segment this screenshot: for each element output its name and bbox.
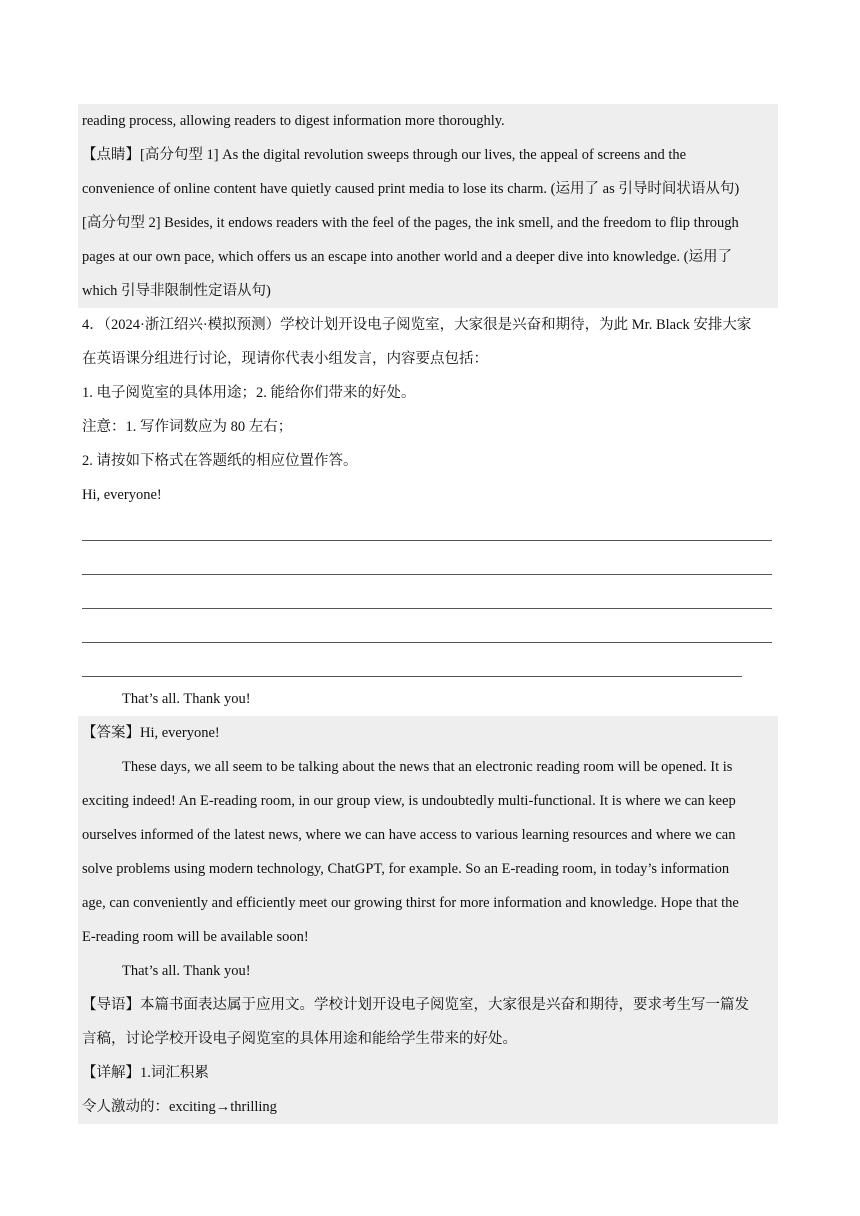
dianjing-line: convenience of online content have quietly caused print media to lose its charm. (运用了 as 引导时间状语从句): [82, 181, 740, 197]
dianjing-line: pages at our own pace, which offers us an escape into another world and a deeper dive into knowledge. (运用了: [82, 249, 733, 265]
question-line: 在英语课分组进行讨论，现请你代表小组发言，内容要点包括：: [82, 351, 488, 367]
answer-line: age, can conveniently and efficiently meet our growing thirst for more information and knowledge. Hope that the: [82, 895, 739, 911]
answer-line: E-reading room will be available soon!: [82, 929, 309, 945]
previous-answer-section: [78, 104, 778, 308]
question-note: 注意：1. 写作词数应为 80 左右；: [82, 419, 293, 435]
answer-blank-line: [78, 580, 778, 614]
daoyu-line: 【导语】本篇书面表达属于应用文。学校计划开设电子阅览室，大家很是兴奋和期待，要求考生写一篇发: [82, 997, 749, 1013]
paragraph-line: reading process, allowing readers to digest information more thoroughly.: [82, 113, 505, 129]
daoyu-line: 言稿，讨论学校开设电子阅览室的具体用途和能给学生带来的好处。: [82, 1031, 517, 1047]
dianjing-line: which 引导非限制性定语从句): [82, 283, 271, 299]
question-title: 4．（2024·浙江绍兴·模拟预测）学校计划开设电子阅览室，大家很是兴奋和期待，为此 Mr. Black 安排大家: [82, 317, 752, 333]
answer-line: These days, we all seem to be talking about the news that an electronic reading room will be opened. It is: [122, 759, 733, 775]
dianjing-line: 【点睛】[高分句型 1] As the digital revolution sweeps through our lives, the appeal of screens and the: [82, 147, 687, 163]
answer-heading: 【答案】Hi, everyone!: [82, 725, 220, 741]
answer-blank-line: [78, 512, 778, 546]
answer-line: exciting indeed! An E-reading room, in our group view, is undoubtedly multi-functional. It is where we can keep: [82, 793, 736, 809]
answer-line: solve problems using modern technology, ChatGPT, for example. So an E-reading room, in today’s information: [82, 861, 730, 877]
question-points: 1. 电子阅览室的具体用途；2. 能给你们带来的好处。: [82, 385, 416, 401]
question-section: [78, 308, 778, 716]
xiangjie-heading: 【详解】1.词汇积累: [82, 1065, 209, 1081]
question-greeting: Hi, everyone!: [82, 487, 162, 503]
vocab-item: 令人激动的：exciting→thrilling: [82, 1099, 277, 1115]
answer-blank-line: [78, 648, 778, 682]
question-closing: That’s all. Thank you!: [122, 691, 251, 707]
answer-blank-line: [78, 614, 778, 648]
answer-line: ourselves informed of the latest news, where we can have access to various learning resources and where we can: [82, 827, 736, 843]
answer-closing: That’s all. Thank you!: [122, 963, 251, 979]
answer-section: [78, 716, 778, 1124]
answer-blank-line: [78, 546, 778, 580]
dianjing-line: [高分句型 2] Besides, it endows readers with the feel of the pages, the ink smell, and the freedom to flip through: [82, 215, 739, 231]
question-note: 2. 请按如下格式在答题纸的相应位置作答。: [82, 453, 358, 469]
